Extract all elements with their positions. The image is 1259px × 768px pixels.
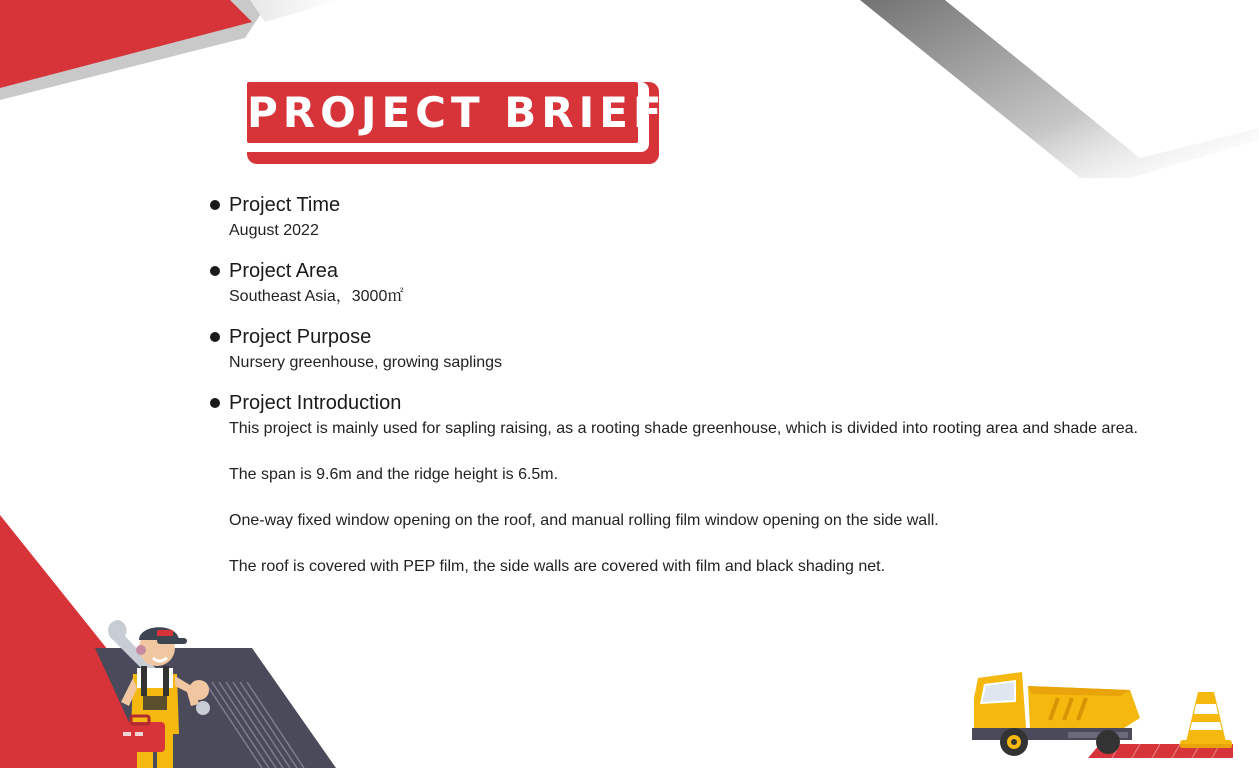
bullet-icon: [210, 332, 220, 342]
traffic-cone-illustration-icon: [1178, 690, 1236, 750]
intro-paragraph: The span is 9.6m and the ridge height is 6.5m.: [229, 466, 559, 483]
section-project-area: [210, 256, 1170, 308]
intro-paragraph: This project is mainly used for sapling raising, as a rooting shade greenhouse, which is divided into rooting area and shade area.: [229, 420, 1138, 437]
section-heading: Project Introduction: [229, 392, 402, 414]
section-text: Nursery greenhouse, growing saplings: [229, 354, 503, 371]
dump-truck-illustration-icon: [970, 668, 1145, 760]
section-heading: Project Time: [229, 194, 341, 216]
section-text: August 2022: [229, 222, 319, 239]
section-heading: Project Purpose: [229, 326, 372, 348]
intro-paragraph: The roof is covered with PEP film, the side walls are covered with film and black shading net.: [229, 558, 886, 575]
section-heading: Project Area: [229, 260, 338, 282]
bullet-icon: [210, 266, 220, 276]
page-title: PROJECT BRIEFING: [247, 82, 638, 143]
section-project-purpose: [210, 322, 1170, 374]
intro-paragraph: One-way fixed window opening on the roof, and manual rolling film window opening on the side wall.: [229, 512, 939, 529]
worker-illustration-icon: [95, 612, 225, 768]
bullet-icon: [210, 398, 220, 408]
section-text: Southeast Asia，3000㎡: [229, 288, 404, 305]
title-banner: [247, 82, 767, 164]
section-project-time: [210, 190, 1170, 242]
briefing-content: [210, 190, 1170, 602]
section-project-introduction: [210, 388, 1170, 578]
bullet-icon: [210, 200, 220, 210]
